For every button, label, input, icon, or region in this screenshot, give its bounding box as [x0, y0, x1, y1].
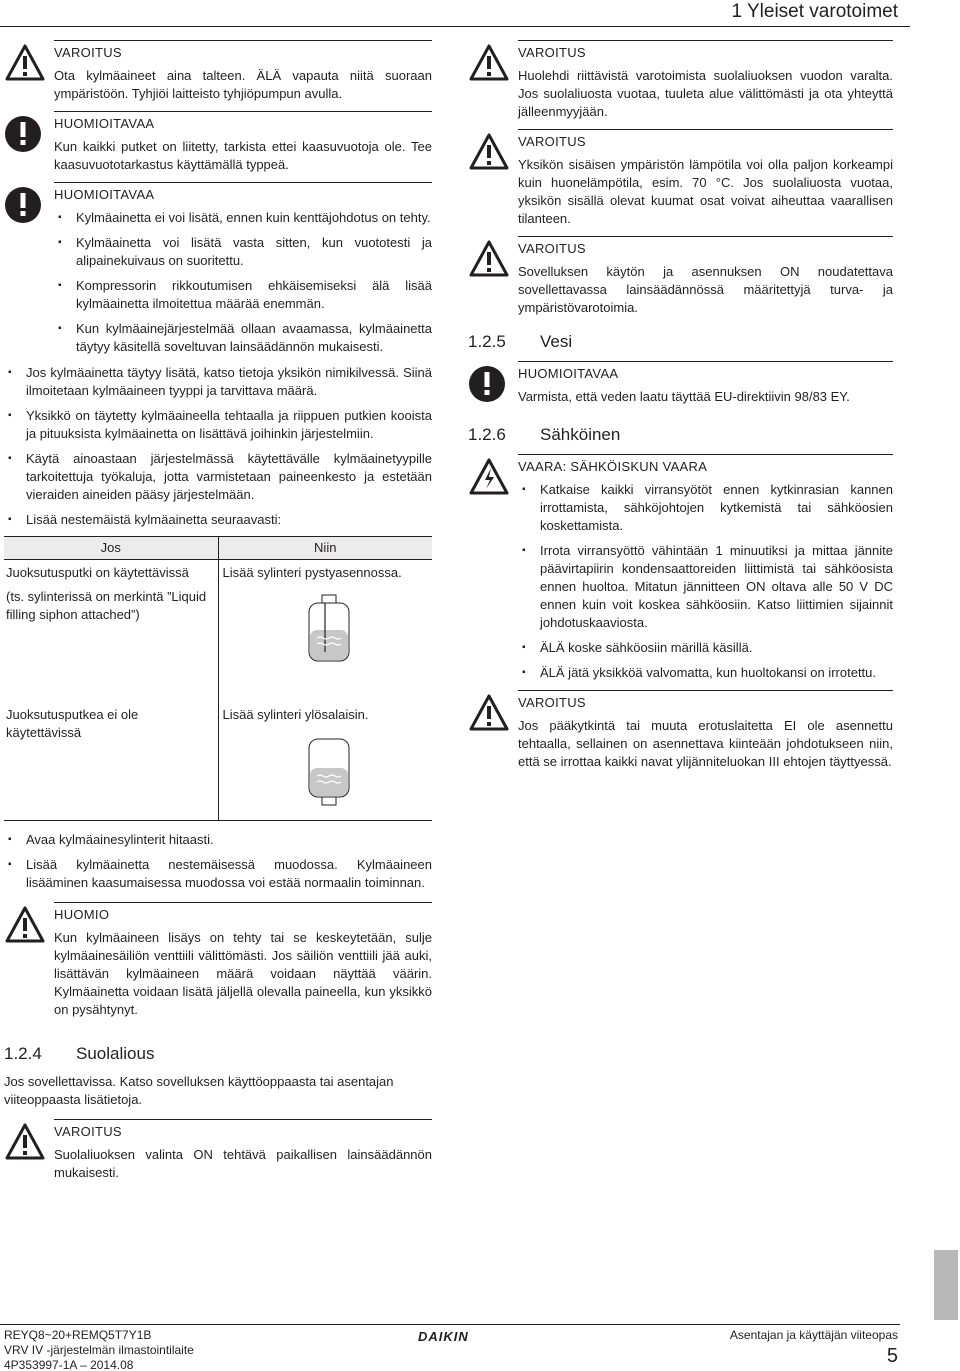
table-cell	[218, 702, 432, 821]
notice-list	[518, 481, 893, 682]
page-header-title: 1 Yleiset varotoimet	[731, 1, 898, 22]
list-item: ▪ Kylmäainetta voi lisätä vasta sitten, kun vuototesti ja alipainekuivaus on suoritettu.	[54, 234, 432, 270]
section-heading	[4, 1043, 432, 1065]
table-cell-text: Lisää sylinteri ylösalaisin.	[222, 706, 369, 722]
notice-huomio	[4, 902, 432, 1019]
notice-text: Kun kylmäaineen lisäys on tehty tai se keskeytetään, sulje kylmäainesäiliön venttiili välittömästi. Jos säiliön venttiili jää auki, lisättävän kylmäaineen määrä voidaan näyttää väärin. Kylmäainetta voidaan lisätä jäljellä olevalla paineella, kun yksikkö on pysähtynyt.	[54, 929, 432, 1017]
list-item: ▪ ÄLÄ koske sähköosiin märillä käsillä.	[518, 639, 893, 657]
warning-triangle-icon	[4, 905, 46, 945]
list-item: ▪ Katkaise kaikki virransyötöt ennen kytkinrasian kannen irrottamista, sähköjohtojen kytkemistä tai sähköosien koskettamista.	[518, 481, 893, 535]
notice-text: Sovelluksen käytön ja asennuksen ON noudatettava sovellettavassa lainsäädännössä määritettyjä turva- ja ympäristövarotoimia.	[518, 264, 893, 315]
notice-title: HUOMIOITAVAA	[518, 366, 619, 381]
caution-notice	[468, 361, 893, 406]
caution-notice	[4, 182, 432, 356]
section-number: 1.2.4	[4, 1043, 42, 1063]
warning-triangle-icon	[4, 43, 46, 83]
charging-table	[4, 536, 432, 821]
section-heading	[468, 331, 893, 353]
cylinder-inverted-icon	[307, 736, 351, 806]
cylinder-upright-icon	[307, 594, 351, 664]
notice-text: Kun kaikki putket on liitetty, tarkista ettei kaasuvuotoja ole. Tee kaasuvuototarkastus käyttämällä typpeä.	[54, 139, 432, 172]
electric-shock-icon	[468, 457, 510, 497]
warning-notice	[4, 40, 432, 103]
list-item: ▪ Kompressorin rikkoutumisen ehkäisemiseksi älä lisää kylmäainetta ilmoitettua määrää enemmän.	[54, 277, 432, 313]
warning-triangle-icon	[468, 239, 510, 279]
notice-title: VAROITUS	[54, 1123, 122, 1139]
warning-triangle-icon	[468, 693, 510, 733]
daikin-logo: DAIKIN	[418, 1329, 469, 1344]
caution-circle-icon	[468, 364, 510, 404]
list-item: ▪ Lisää nestemäistä kylmäainetta seuraavasti:	[4, 511, 432, 529]
footer-left	[4, 1328, 194, 1371]
header-rule	[0, 26, 910, 27]
caution-circle-icon	[4, 114, 46, 154]
chapter-tab	[934, 1250, 958, 1320]
danger-notice	[468, 454, 893, 682]
table-cell	[218, 560, 432, 702]
notice-title: VAROITUS	[518, 134, 586, 149]
table-header-niin: Niin	[218, 537, 432, 560]
warning-triangle-icon	[468, 132, 510, 172]
notice-title: VAROITUS	[518, 695, 586, 710]
notice-title: HUOMIOITAVAA	[54, 116, 155, 131]
notice-list	[54, 209, 432, 356]
notice-text: Ota kylmäaineet aina talteen. ÄLÄ vapauta niitä suoraan ympäristöön. Tyhjiöi laitteisto tyhjiöpumpun avulla.	[54, 68, 432, 101]
caution-notice	[4, 111, 432, 174]
notice-title: VAARA: SÄHKÖISKUN VAARA	[518, 459, 708, 474]
list-item: ▪ Kun kylmäainejärjestelmää ollaan avaamassa, kylmäainetta täytyy käsitellä soveltuvan lainsäädännön mukaisesti.	[54, 320, 432, 356]
warning-notice	[468, 40, 893, 121]
list-item: ▪ Avaa kylmäainesylinterit hitaasti.	[4, 831, 432, 849]
notice-text: Huolehdi riittävistä varotoimista suolaliuoksen vuodon varalta. Jos suolaliuosta vuotaa, tuuleta alue välittömästi ja ota yhteyttä jälleenmyyjään.	[518, 68, 893, 119]
table-cell-text: Juoksutusputki on käytettävissä	[6, 565, 189, 580]
list-item: ▪ Lisää kylmäainetta nestemäisessä muodossa. Kylmäaineen lisääminen kaasumaisessa muodossa voi estää normaalin toiminnan.	[4, 856, 432, 892]
table-cell-text: (ts. sylinterissä on merkintä ”Liquid filling siphon attached”)	[6, 589, 207, 622]
notice-title: HUOMIOITAVAA	[54, 187, 155, 202]
warning-notice	[468, 236, 893, 317]
section-title: Vesi	[540, 332, 573, 351]
notice-title: VAROITUS	[518, 45, 586, 60]
notice-text: Jos pääkytkintä tai muuta erotuslaitetta EI ole asennettu tehtaalla, sellainen on asennettava kiinteään johdotukseen niin, että se irrottaa kaikki navat ylijänniteluokan III ehtojen täyttyessä.	[518, 718, 893, 769]
footer-docid: 4P353997-1A – 2014.08	[4, 1358, 134, 1371]
page-number: 5	[886, 1345, 898, 1367]
notice-title: VAROITUS	[518, 241, 586, 256]
section-number: 1.2.6	[468, 425, 506, 444]
footer-model: REYQ8~20+REMQ5T7Y1B	[4, 1328, 152, 1342]
table-header-jos: Jos	[4, 537, 218, 560]
section-title: Suolalious	[76, 1043, 155, 1063]
right-column	[468, 40, 893, 779]
warning-notice	[468, 690, 893, 771]
list-item: ▪ Jos kylmäainetta täytyy lisätä, katso tietoja yksikön nimikilvessä. Siinä ilmoitetaan kylmäaineen tyyppi ja tarvittava määrä.	[4, 364, 432, 400]
table-cell: Juoksutusputkea ei ole käytettävissä	[4, 702, 218, 821]
notice-text: Suolaliuoksen valinta ON tehtävä paikallisen lainsäädännön mukaisesti.	[54, 1146, 432, 1180]
section-title: Sähköinen	[540, 425, 621, 444]
notice-text: Varmista, että veden laatu täyttää EU-direktiivin 98/83 EY.	[518, 389, 850, 404]
warning-notice	[4, 1119, 432, 1182]
caution-circle-icon	[4, 185, 46, 225]
left-column	[4, 40, 432, 1190]
section-text: Jos sovellettavissa. Katso sovelluksen käyttöoppaasta tai asentajan viiteoppaasta lisätietoja.	[4, 1073, 394, 1107]
table-cell	[4, 560, 218, 702]
footer-rule	[0, 1324, 900, 1325]
footer-doctype: Asentajan ja käyttäjän viiteopas	[729, 1328, 898, 1342]
warning-notice	[468, 129, 893, 228]
section-number: 1.2.5	[468, 332, 506, 351]
list-item: ▪ Käytä ainoastaan järjestelmässä käytettävälle kylmäainetyypille tarkoitettuja työkaluja, jotta varmistetaan paineenkesto ja estetään vieraiden aineiden pääsy järjestelmään.	[4, 450, 432, 504]
table-cell-text: Lisää sylinteri pystyasennossa.	[222, 565, 402, 580]
notice-title: HUOMIO	[54, 906, 110, 922]
section-heading	[468, 424, 893, 446]
list-item: ▪ ÄLÄ jätä yksikköä valvomatta, kun huoltokansi on irrotettu.	[518, 664, 893, 682]
list-item: ▪ Kylmäainetta ei voi lisätä, ennen kuin kenttäjohdotus on tehty.	[54, 209, 432, 227]
footer-product: VRV IV -järjestelmän ilmastointilaite	[4, 1343, 194, 1357]
refrigerant-bullets	[4, 364, 432, 529]
list-item: ▪ Yksikkö on täytetty kylmäaineella tehtaalla ja riippuen putkien kooista ja pituuksista kylmäainetta on lisättävä joihinkin järjestelmiin.	[4, 407, 432, 443]
notice-title: VAROITUS	[54, 45, 122, 60]
warning-triangle-icon	[468, 43, 510, 83]
notice-text: Yksikön sisäisen ympäristön lämpötila voi olla paljon korkeampi kuin huonelämpötila, esim. 70 °C. Jos suolaliuosta vuotaa, yksikön sisällä olevat kuumat osat voivat aiheuttaa vaarallisen tilanteen.	[518, 157, 893, 226]
list-item: ▪ Irrota virransyöttö vähintään 1 minuutiksi ja mittaa jännite päävirtapiirin kondensaattoreiden liittimistä tai sähköosista ennen huoltoa. Mitatun jännitteen ON oltava alle 50 V DC ennen kuin voit koskea sähköosiin. Katso liittimien sijainnit johdotuskaaviosta.	[518, 542, 893, 632]
warning-triangle-icon	[4, 1122, 46, 1162]
charging-bullets	[4, 831, 432, 892]
